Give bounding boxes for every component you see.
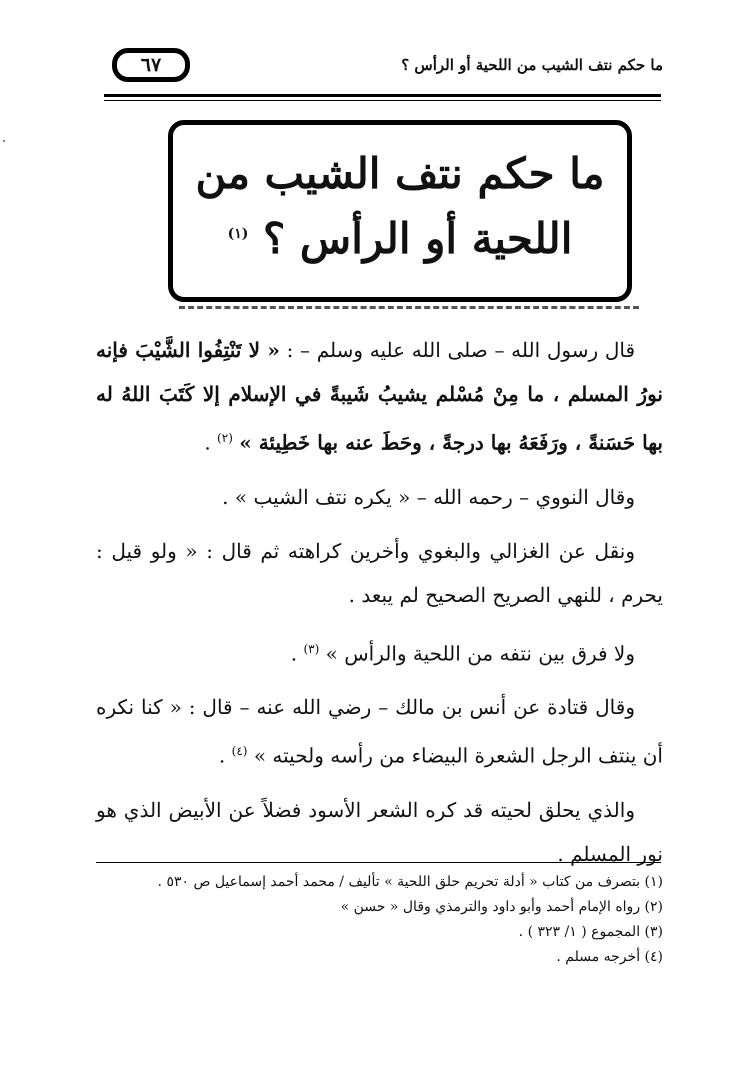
- paragraph-1-intro: قال رسول الله – صلى الله عليه وسلم – :: [279, 338, 636, 362]
- footnote-2: (٢) رواه الإمام أحمد وأبو داود والترمذي وقال « حسن »: [340, 899, 663, 915]
- paragraph-4: [96, 627, 663, 676]
- footnote-ref-3: (٣): [303, 641, 320, 656]
- running-header: [112, 44, 663, 90]
- footnote-4: (٤) أخرجه مسلم .: [556, 949, 663, 965]
- paragraph-2: وقال النووي – رحمه الله – « يكره نتف الشيب » .: [222, 484, 635, 509]
- body-text: [96, 328, 663, 886]
- paragraph-3: ونقل عن الغزالي والبغوي وأخرين كراهته ثم قال : « ولو قيل : يحرم ، للنهي الصريح الصحيح لم يبعد .: [96, 538, 663, 607]
- page-number: ٦٧: [112, 48, 190, 82]
- footnote-1: (١) بتصرف من كتاب « أدلة تحريم حلق اللحية » تأليف / محمد أحمد إسماعيل ص ٥٣٠ .: [157, 874, 663, 890]
- hadith-quote: « لا تَنْتِفُوا الشَّيْبَ فإنه نورُ المسلم ، ما مِنْ مُسْلم يشيبُ شَيبةً في الإسلام إلا كَتَبَ اللهُ له بها حَسَنةً ، ورَفَعَهُ بها درجةً ، وحَطَ عنه بها خَطِيئة »: [96, 338, 663, 455]
- footnote-ref-4: (٤): [231, 744, 248, 759]
- paragraph-1: [96, 328, 663, 465]
- footnote-rule: [96, 862, 661, 863]
- paragraph-6: والذي يحلق لحيته قد كره الشعر الأسود فضلاً عن الأبيض الذي هو نور المسلم .: [96, 797, 663, 866]
- chapter-title-box: [168, 120, 632, 302]
- footnote-3: (٣) المجموع ( ١/ ٣٢٣ ) .: [518, 924, 663, 940]
- paragraph-5-end: .: [218, 743, 232, 768]
- paragraph-4-end: .: [290, 641, 304, 666]
- title-footnote-ref: (١): [227, 226, 249, 243]
- scan-speck: [3, 140, 5, 142]
- running-title: ما حكم نتف الشيب من اللحية أو الرأس ؟: [401, 56, 663, 74]
- footnotes: [96, 870, 663, 970]
- chapter-title-line-1: ما حكم نتف الشيب من: [195, 149, 605, 198]
- paragraph-4-text: ولا فرق بين نتفه من اللحية والرأس »: [325, 641, 635, 666]
- header-rule: [104, 94, 661, 101]
- paragraph-5-text: وقال قتادة عن أنس بن مالك – رضي الله عنه – قال : « كنا نكره أن ينتف الرجل الشعرة البيضاء من رأسه ولحيته »: [96, 695, 663, 768]
- paragraph-5: [96, 685, 663, 778]
- chapter-title-text-2: اللحية أو الرأس ؟: [263, 214, 573, 264]
- paragraph-1-end: .: [204, 430, 218, 455]
- chapter-title-line-2: [173, 206, 627, 271]
- footnote-ref-2: (٢): [217, 431, 233, 445]
